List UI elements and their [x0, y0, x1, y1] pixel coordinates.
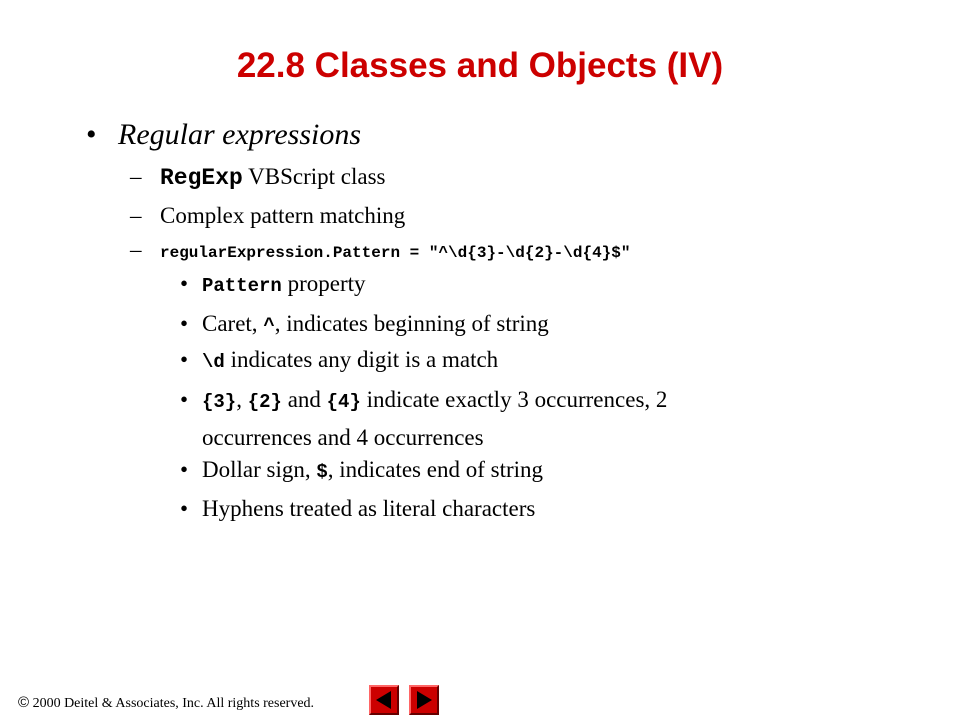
sub-bullet-pattern-matching — [130, 203, 405, 229]
point-pattern-property — [180, 271, 366, 297]
regexp-text: VBScript class — [242, 164, 386, 189]
bullet-icon: • — [180, 271, 189, 296]
occ-sep-1: , — [236, 387, 248, 412]
main-bullet-text: Regular expressions — [118, 118, 362, 151]
pattern-text: property — [281, 271, 366, 296]
point-digit — [180, 347, 498, 373]
dash-icon: – — [130, 237, 142, 262]
caret-pre: Caret, — [202, 311, 264, 336]
previous-slide-button[interactable] — [369, 685, 399, 715]
occ-sep-2: and — [281, 387, 327, 412]
point-hyphens — [180, 496, 535, 522]
hyphens-text: Hyphens treated as literal characters — [202, 496, 536, 521]
bullet-icon: • — [180, 311, 189, 336]
bullet-icon: • — [180, 387, 189, 412]
bullet-icon: • — [180, 496, 189, 521]
code-example: regularExpression.Pattern = "^\d{3}-\d{2}-\d{4}$" — [160, 244, 631, 262]
occ-code-3: {3} — [202, 391, 237, 413]
main-bullet — [86, 118, 361, 152]
dollar-code: $ — [316, 461, 328, 483]
dash-icon: – — [130, 203, 142, 228]
bullet-icon: • — [180, 347, 189, 372]
footer-copyright — [18, 694, 314, 712]
sub-bullet-regexp — [130, 164, 386, 191]
dollar-pre: Dollar sign, — [202, 457, 317, 482]
slide-title: 22.8 Classes and Objects (IV) — [236, 46, 724, 85]
triangle-right-icon — [411, 687, 437, 713]
occ-code-2: {2} — [247, 391, 282, 413]
regexp-code: RegExp — [160, 165, 243, 191]
caret-code: ^ — [263, 315, 275, 337]
dash-icon: – — [130, 164, 142, 189]
dollar-post: , indicates end of string — [327, 457, 544, 482]
occ-code-4: {4} — [326, 391, 361, 413]
triangle-left-icon — [371, 687, 397, 713]
digit-text: indicates any digit is a match — [224, 347, 499, 372]
digit-code: \d — [202, 351, 225, 373]
occ-continuation: occurrences and 4 occurrences — [202, 425, 484, 450]
bullet-icon: • — [180, 457, 189, 482]
pattern-code: Pattern — [202, 275, 282, 297]
pattern-matching-text: Complex pattern matching — [160, 203, 406, 228]
caret-post: , indicates beginning of string — [274, 311, 549, 336]
copyright-icon: © — [18, 694, 30, 711]
point-occurrences — [180, 382, 800, 455]
next-slide-button[interactable] — [409, 685, 439, 715]
footer-text: 2000 Deitel & Associates, Inc. All rights reserved. — [29, 696, 315, 711]
point-caret — [180, 311, 549, 337]
point-dollar — [180, 457, 543, 483]
bullet-icon: • — [86, 118, 97, 151]
sub-bullet-code-example — [130, 237, 631, 262]
occ-text: indicate exactly 3 occurrences, 2 — [360, 387, 668, 412]
